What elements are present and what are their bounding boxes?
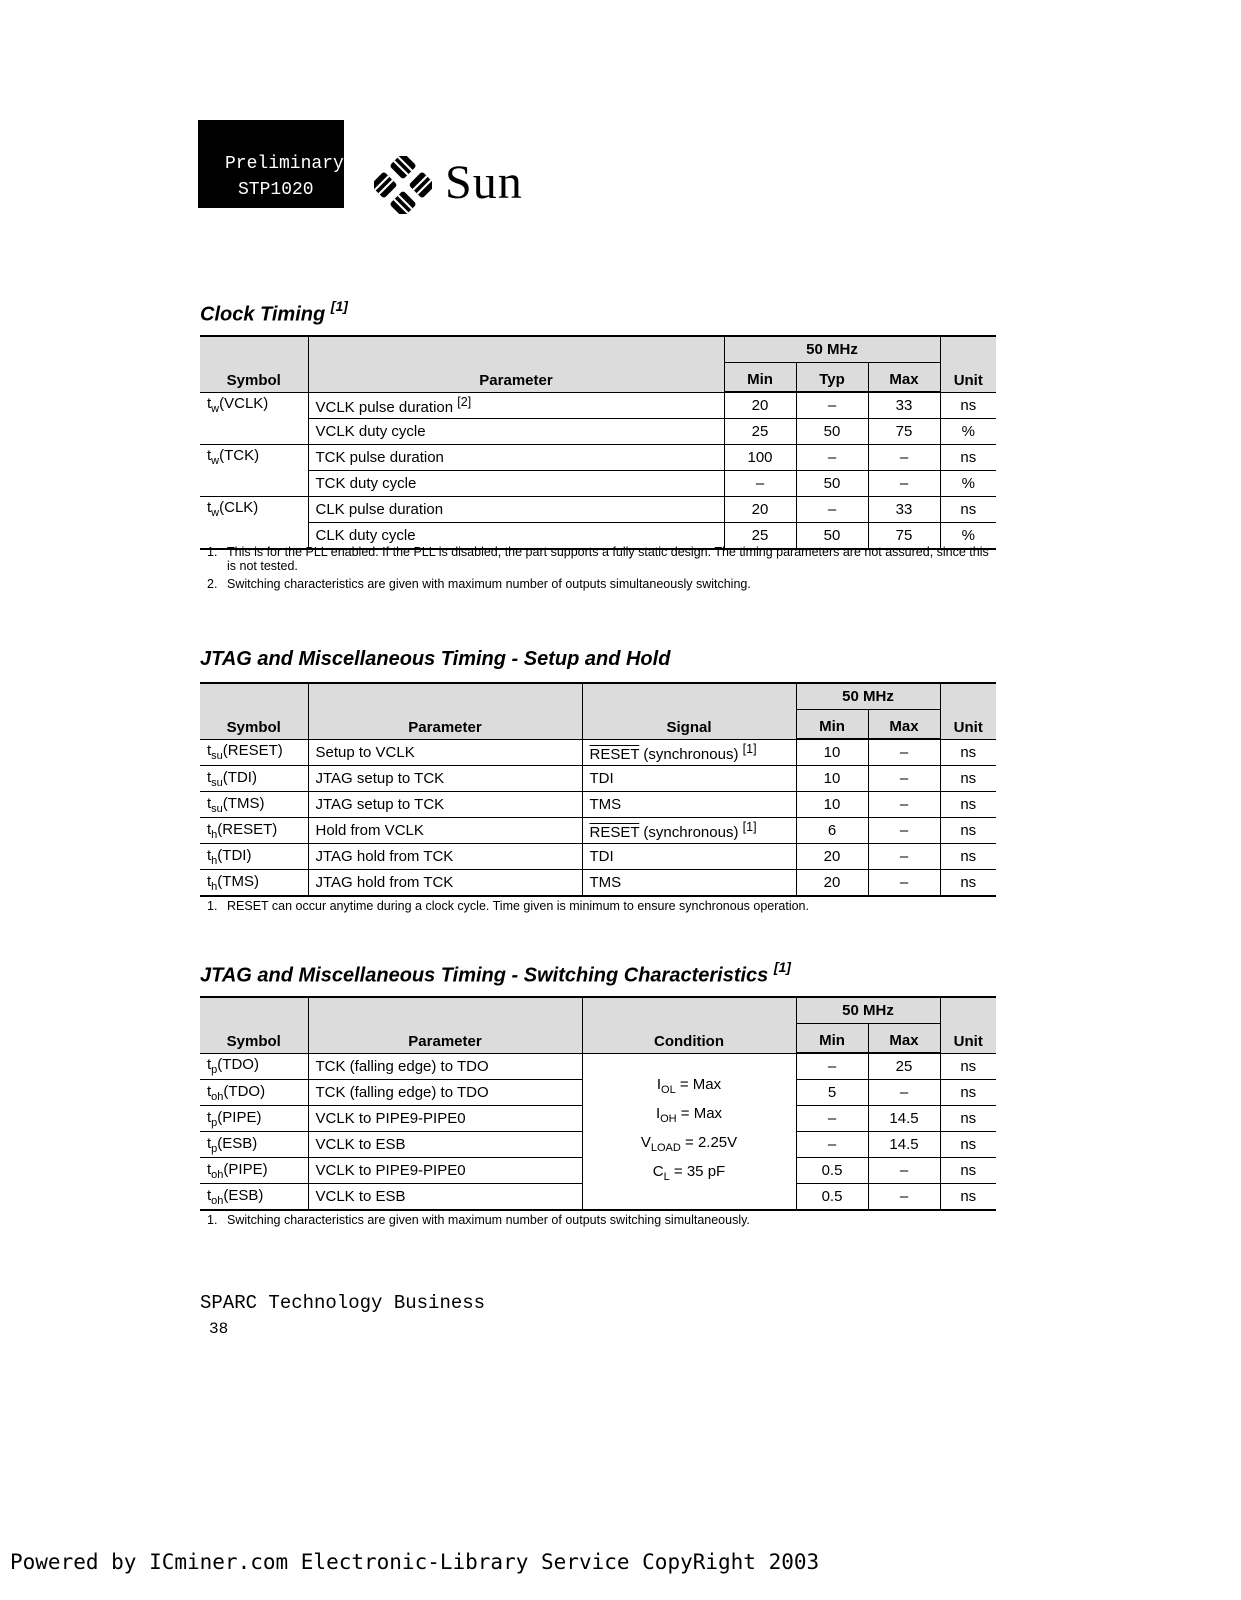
symbol-cell — [200, 1053, 308, 1080]
symbol-name: (CLK) — [219, 499, 259, 516]
min-cell: 25 — [724, 523, 796, 550]
symbol-base: t — [207, 872, 212, 890]
max-cell: – — [868, 1158, 940, 1184]
col-typ: Typ — [796, 363, 868, 393]
condition-base: I — [656, 1076, 662, 1094]
max-cell: – — [868, 870, 940, 897]
parameter-cell: Hold from VCLK — [308, 818, 582, 844]
unit-cell: % — [940, 471, 996, 497]
table-row — [200, 392, 996, 419]
min-cell: 0.5 — [796, 1158, 868, 1184]
symbol-subscript: su — [211, 750, 223, 763]
condition-subscript: LOAD — [650, 1142, 681, 1155]
col-signal: Signal — [582, 683, 796, 739]
signal-cell — [582, 818, 796, 844]
unit-cell: ns — [940, 870, 996, 897]
max-cell: – — [868, 471, 940, 497]
min-cell: 20 — [796, 870, 868, 897]
min-cell: 20 — [724, 497, 796, 523]
clock-timing-table — [200, 335, 996, 550]
parameter-cell: VCLK to ESB — [308, 1132, 582, 1158]
signal-cell — [582, 739, 796, 766]
symbol-base: t — [207, 1186, 212, 1204]
unit-cell: ns — [940, 445, 996, 471]
condition-cell — [582, 1053, 796, 1210]
unit-cell: ns — [940, 1106, 996, 1132]
min-cell: – — [724, 471, 796, 497]
symbol-base: t — [207, 846, 212, 864]
min-cell: 6 — [796, 818, 868, 844]
max-cell: 75 — [868, 523, 940, 550]
symbol-cell — [200, 497, 308, 550]
table-row — [200, 818, 996, 844]
max-cell: – — [868, 766, 940, 792]
condition-subscript: OL — [661, 1084, 676, 1097]
symbol-cell — [200, 1080, 308, 1106]
signal-note: [1] — [742, 820, 757, 834]
symbol-name: (TDO) — [217, 1056, 259, 1074]
unit-cell: % — [940, 523, 996, 550]
switching-title — [200, 961, 791, 988]
max-cell: – — [868, 792, 940, 818]
footer-business: SPARC Technology Business — [200, 1292, 486, 1314]
signal-text: TMS — [589, 874, 622, 891]
preliminary-badge — [198, 120, 344, 208]
symbol-name: (PIPE) — [217, 1108, 262, 1126]
unit-cell: ns — [940, 392, 996, 419]
min-cell: 5 — [796, 1080, 868, 1106]
condition-line — [590, 1073, 789, 1102]
typ-cell: – — [796, 497, 868, 523]
col-symbol: Symbol — [200, 336, 308, 392]
symbol-subscript: h — [211, 828, 218, 841]
col-freq-group: 50 MHz — [796, 683, 940, 710]
symbol-name: (TCK) — [219, 447, 260, 464]
col-parameter: Parameter — [308, 336, 724, 392]
parameter-cell — [308, 471, 724, 497]
min-cell: 100 — [724, 445, 796, 471]
symbol-name: (PIPE) — [223, 1160, 268, 1178]
setup-hold-title: JTAG and Miscellaneous Timing - Setup and Hold — [200, 648, 671, 670]
parameter-text: VCLK pulse duration — [315, 398, 454, 416]
table-row — [200, 870, 996, 897]
unit-cell: ns — [940, 844, 996, 870]
signal-note: [1] — [742, 741, 757, 756]
symbol-subscript: p — [211, 1116, 218, 1129]
symbol-subscript: p — [211, 1064, 218, 1077]
footnote — [207, 577, 997, 591]
symbol-cell — [200, 392, 308, 445]
signal-active-low: RESET — [589, 745, 640, 763]
symbol-cell — [200, 1158, 308, 1184]
sun-logo-icon — [374, 156, 432, 214]
footnote-text: This is for the PLL enabled. If the PLL is disabled, the part supports a fully static design. The timing parameters are not assured, since this is not tested. — [227, 545, 989, 573]
parameter-text: CLK duty cycle — [315, 527, 416, 544]
table-row — [200, 792, 996, 818]
max-cell: 75 — [868, 419, 940, 445]
table-row — [200, 445, 996, 471]
footnote — [207, 899, 997, 913]
col-parameter: Parameter — [308, 997, 582, 1053]
clock-timing-title — [200, 300, 348, 327]
min-cell: 0.5 — [796, 1184, 868, 1211]
parameter-note: [2] — [457, 394, 472, 409]
symbol-cell — [200, 1184, 308, 1211]
signal-text: (synchronous) — [639, 824, 739, 841]
switching-title-text: JTAG and Miscellaneous Timing - Switching Characteristics — [200, 964, 769, 987]
symbol-subscript: w — [211, 455, 220, 467]
unit-cell: ns — [940, 766, 996, 792]
parameter-cell: JTAG hold from TCK — [308, 844, 582, 870]
symbol-subscript: oh — [211, 1194, 224, 1207]
symbol-cell — [200, 792, 308, 818]
condition-line — [590, 1160, 789, 1189]
symbol-name: (ESB) — [223, 1186, 264, 1204]
symbol-name: (VCLK) — [219, 394, 269, 412]
symbol-subscript: su — [211, 776, 223, 789]
unit-cell: ns — [940, 818, 996, 844]
symbol-cell — [200, 818, 308, 844]
parameter-cell: JTAG hold from TCK — [308, 870, 582, 897]
brand-name: Sun — [445, 156, 523, 209]
parameter-cell: VCLK to ESB — [308, 1184, 582, 1211]
condition-subscript: L — [663, 1171, 670, 1184]
setup-hold-table — [200, 682, 996, 897]
max-cell: – — [868, 1080, 940, 1106]
unit-cell: ns — [940, 1184, 996, 1211]
col-unit: Unit — [940, 997, 996, 1053]
symbol-cell — [200, 844, 308, 870]
switching-title-note: [1] — [773, 959, 791, 975]
table-row — [200, 766, 996, 792]
max-cell: – — [868, 739, 940, 766]
typ-cell: 50 — [796, 471, 868, 497]
col-min: Min — [796, 710, 868, 740]
col-symbol: Symbol — [200, 683, 308, 739]
symbol-base: t — [207, 820, 212, 838]
parameter-cell — [308, 445, 724, 471]
clock-timing-title-note: [1] — [330, 298, 348, 314]
symbol-base: t — [207, 768, 212, 786]
signal-text: TDI — [589, 770, 614, 787]
symbol-subscript: w — [211, 507, 220, 519]
min-cell: 20 — [724, 392, 796, 419]
badge-preliminary-text: Preliminary — [225, 154, 344, 174]
symbol-name: (TDO) — [223, 1082, 266, 1100]
typ-cell: 50 — [796, 419, 868, 445]
parameter-cell: VCLK to PIPE9-PIPE0 — [308, 1106, 582, 1132]
unit-cell: % — [940, 419, 996, 445]
unit-cell: ns — [940, 739, 996, 766]
symbol-base: t — [207, 1108, 212, 1126]
footnote-number: 1. — [207, 545, 218, 559]
symbol-name: (RESET) — [222, 742, 283, 760]
parameter-cell: TCK (falling edge) to TDO — [308, 1053, 582, 1080]
parameter-text: VCLK duty cycle — [315, 423, 426, 440]
col-max: Max — [868, 710, 940, 740]
footnote-number: 1. — [207, 1213, 218, 1227]
footnote-number: 1. — [207, 899, 218, 913]
parameter-cell: JTAG setup to TCK — [308, 792, 582, 818]
min-cell: 10 — [796, 766, 868, 792]
table-row — [200, 419, 996, 445]
symbol-cell — [200, 1132, 308, 1158]
typ-cell: – — [796, 445, 868, 471]
symbol-name: (TMS) — [222, 794, 265, 812]
switching-table — [200, 996, 996, 1211]
condition-value: = Max — [675, 1076, 722, 1094]
parameter-text: CLK pulse duration — [315, 501, 444, 518]
signal-cell — [582, 870, 796, 897]
footnote — [207, 1213, 997, 1227]
switching-notes — [207, 1213, 997, 1231]
condition-line — [590, 1102, 789, 1131]
signal-text: (synchronous) — [639, 745, 739, 763]
clock-timing-notes — [207, 545, 997, 595]
min-cell: 10 — [796, 792, 868, 818]
typ-cell: – — [796, 392, 868, 419]
col-freq-group: 50 MHz — [796, 997, 940, 1024]
min-cell: 10 — [796, 739, 868, 766]
symbol-base: t — [207, 794, 212, 812]
table-row — [200, 1053, 996, 1080]
symbol-base: t — [207, 394, 212, 412]
min-cell: – — [796, 1106, 868, 1132]
badge-part-number: STP1020 — [238, 180, 314, 200]
page-number: 38 — [209, 1320, 229, 1338]
symbol-base: t — [207, 742, 212, 760]
max-cell: – — [868, 818, 940, 844]
min-cell: 20 — [796, 844, 868, 870]
symbol-cell — [200, 870, 308, 897]
powered-by-footer: Powered by ICminer.com Electronic-Library Service CopyRight 2003 — [10, 1550, 820, 1574]
col-max: Max — [868, 1024, 940, 1054]
parameter-cell: JTAG setup to TCK — [308, 766, 582, 792]
symbol-subscript: w — [211, 402, 220, 415]
condition-value: = Max — [676, 1105, 723, 1123]
unit-cell: ns — [940, 1132, 996, 1158]
symbol-cell — [200, 739, 308, 766]
symbol-name: (ESB) — [217, 1134, 258, 1152]
parameter-text: TCK duty cycle — [315, 475, 417, 492]
col-max: Max — [868, 363, 940, 393]
symbol-cell — [200, 766, 308, 792]
unit-cell: ns — [940, 792, 996, 818]
condition-base: V — [640, 1134, 651, 1152]
symbol-name: (RESET) — [217, 820, 278, 838]
condition-value: = 35 pF — [669, 1163, 726, 1181]
symbol-cell — [200, 445, 308, 497]
parameter-text: TCK pulse duration — [315, 449, 444, 466]
signal-cell — [582, 766, 796, 792]
max-cell: 14.5 — [868, 1132, 940, 1158]
col-freq-group: 50 MHz — [724, 336, 940, 363]
signal-cell — [582, 844, 796, 870]
symbol-base: t — [207, 1134, 212, 1152]
symbol-base: t — [207, 1160, 212, 1178]
symbol-name: (TDI) — [217, 846, 252, 864]
symbol-subscript: oh — [211, 1168, 224, 1181]
symbol-subscript: p — [211, 1142, 218, 1155]
symbol-subscript: su — [211, 802, 223, 815]
clock-timing-title-text: Clock Timing — [200, 303, 326, 326]
condition-base: I — [655, 1105, 661, 1123]
footnote-number: 2. — [207, 577, 218, 591]
condition-line — [590, 1131, 789, 1160]
symbol-base: t — [207, 499, 212, 516]
max-cell: – — [868, 1184, 940, 1211]
max-cell: 25 — [868, 1053, 940, 1080]
condition-subscript: OH — [660, 1113, 677, 1126]
symbol-subscript: h — [211, 880, 218, 893]
unit-cell: ns — [940, 1053, 996, 1080]
signal-active-low: RESET — [589, 824, 640, 841]
symbol-name: (TMS) — [217, 872, 259, 890]
symbol-base: t — [207, 1082, 212, 1100]
symbol-cell — [200, 1106, 308, 1132]
symbol-name: (TDI) — [222, 768, 257, 786]
symbol-subscript: h — [211, 854, 218, 867]
signal-text: TMS — [589, 796, 622, 813]
min-cell: 25 — [724, 419, 796, 445]
max-cell: 33 — [868, 392, 940, 419]
parameter-cell — [308, 419, 724, 445]
parameter-cell: TCK (falling edge) to TDO — [308, 1080, 582, 1106]
condition-value: = 2.25V — [680, 1134, 738, 1152]
signal-cell — [582, 792, 796, 818]
footnote-text: Switching characteristics are given with maximum number of outputs switching simultaneously. — [227, 1213, 750, 1227]
unit-cell: ns — [940, 497, 996, 523]
symbol-base: t — [207, 1056, 212, 1074]
col-min: Min — [724, 363, 796, 393]
max-cell: – — [868, 844, 940, 870]
parameter-cell — [308, 392, 724, 419]
max-cell: 14.5 — [868, 1106, 940, 1132]
footnote — [207, 545, 997, 573]
condition-base: C — [652, 1163, 664, 1181]
typ-cell: 50 — [796, 523, 868, 550]
setup-hold-notes — [207, 899, 997, 917]
symbol-base: t — [207, 447, 212, 464]
col-parameter: Parameter — [308, 683, 582, 739]
table-row — [200, 471, 996, 497]
col-unit: Unit — [940, 336, 996, 392]
symbol-subscript: oh — [211, 1090, 224, 1103]
parameter-cell: VCLK to PIPE9-PIPE0 — [308, 1158, 582, 1184]
footnote-text: Switching characteristics are given with maximum number of outputs simultaneously switching. — [227, 577, 751, 591]
table-row — [200, 739, 996, 766]
col-min: Min — [796, 1024, 868, 1054]
max-cell: – — [868, 445, 940, 471]
unit-cell: ns — [940, 1080, 996, 1106]
parameter-cell: Setup to VCLK — [308, 739, 582, 766]
unit-cell: ns — [940, 1158, 996, 1184]
table-row — [200, 844, 996, 870]
min-cell: – — [796, 1053, 868, 1080]
table-row — [200, 497, 996, 523]
signal-text: TDI — [589, 848, 614, 865]
col-symbol: Symbol — [200, 997, 308, 1053]
footnote-text: RESET can occur anytime during a clock cycle. Time given is minimum to ensure synchronous operation. — [227, 899, 809, 913]
min-cell: – — [796, 1132, 868, 1158]
col-condition: Condition — [582, 997, 796, 1053]
parameter-cell — [308, 497, 724, 523]
max-cell: 33 — [868, 497, 940, 523]
col-unit: Unit — [940, 683, 996, 739]
